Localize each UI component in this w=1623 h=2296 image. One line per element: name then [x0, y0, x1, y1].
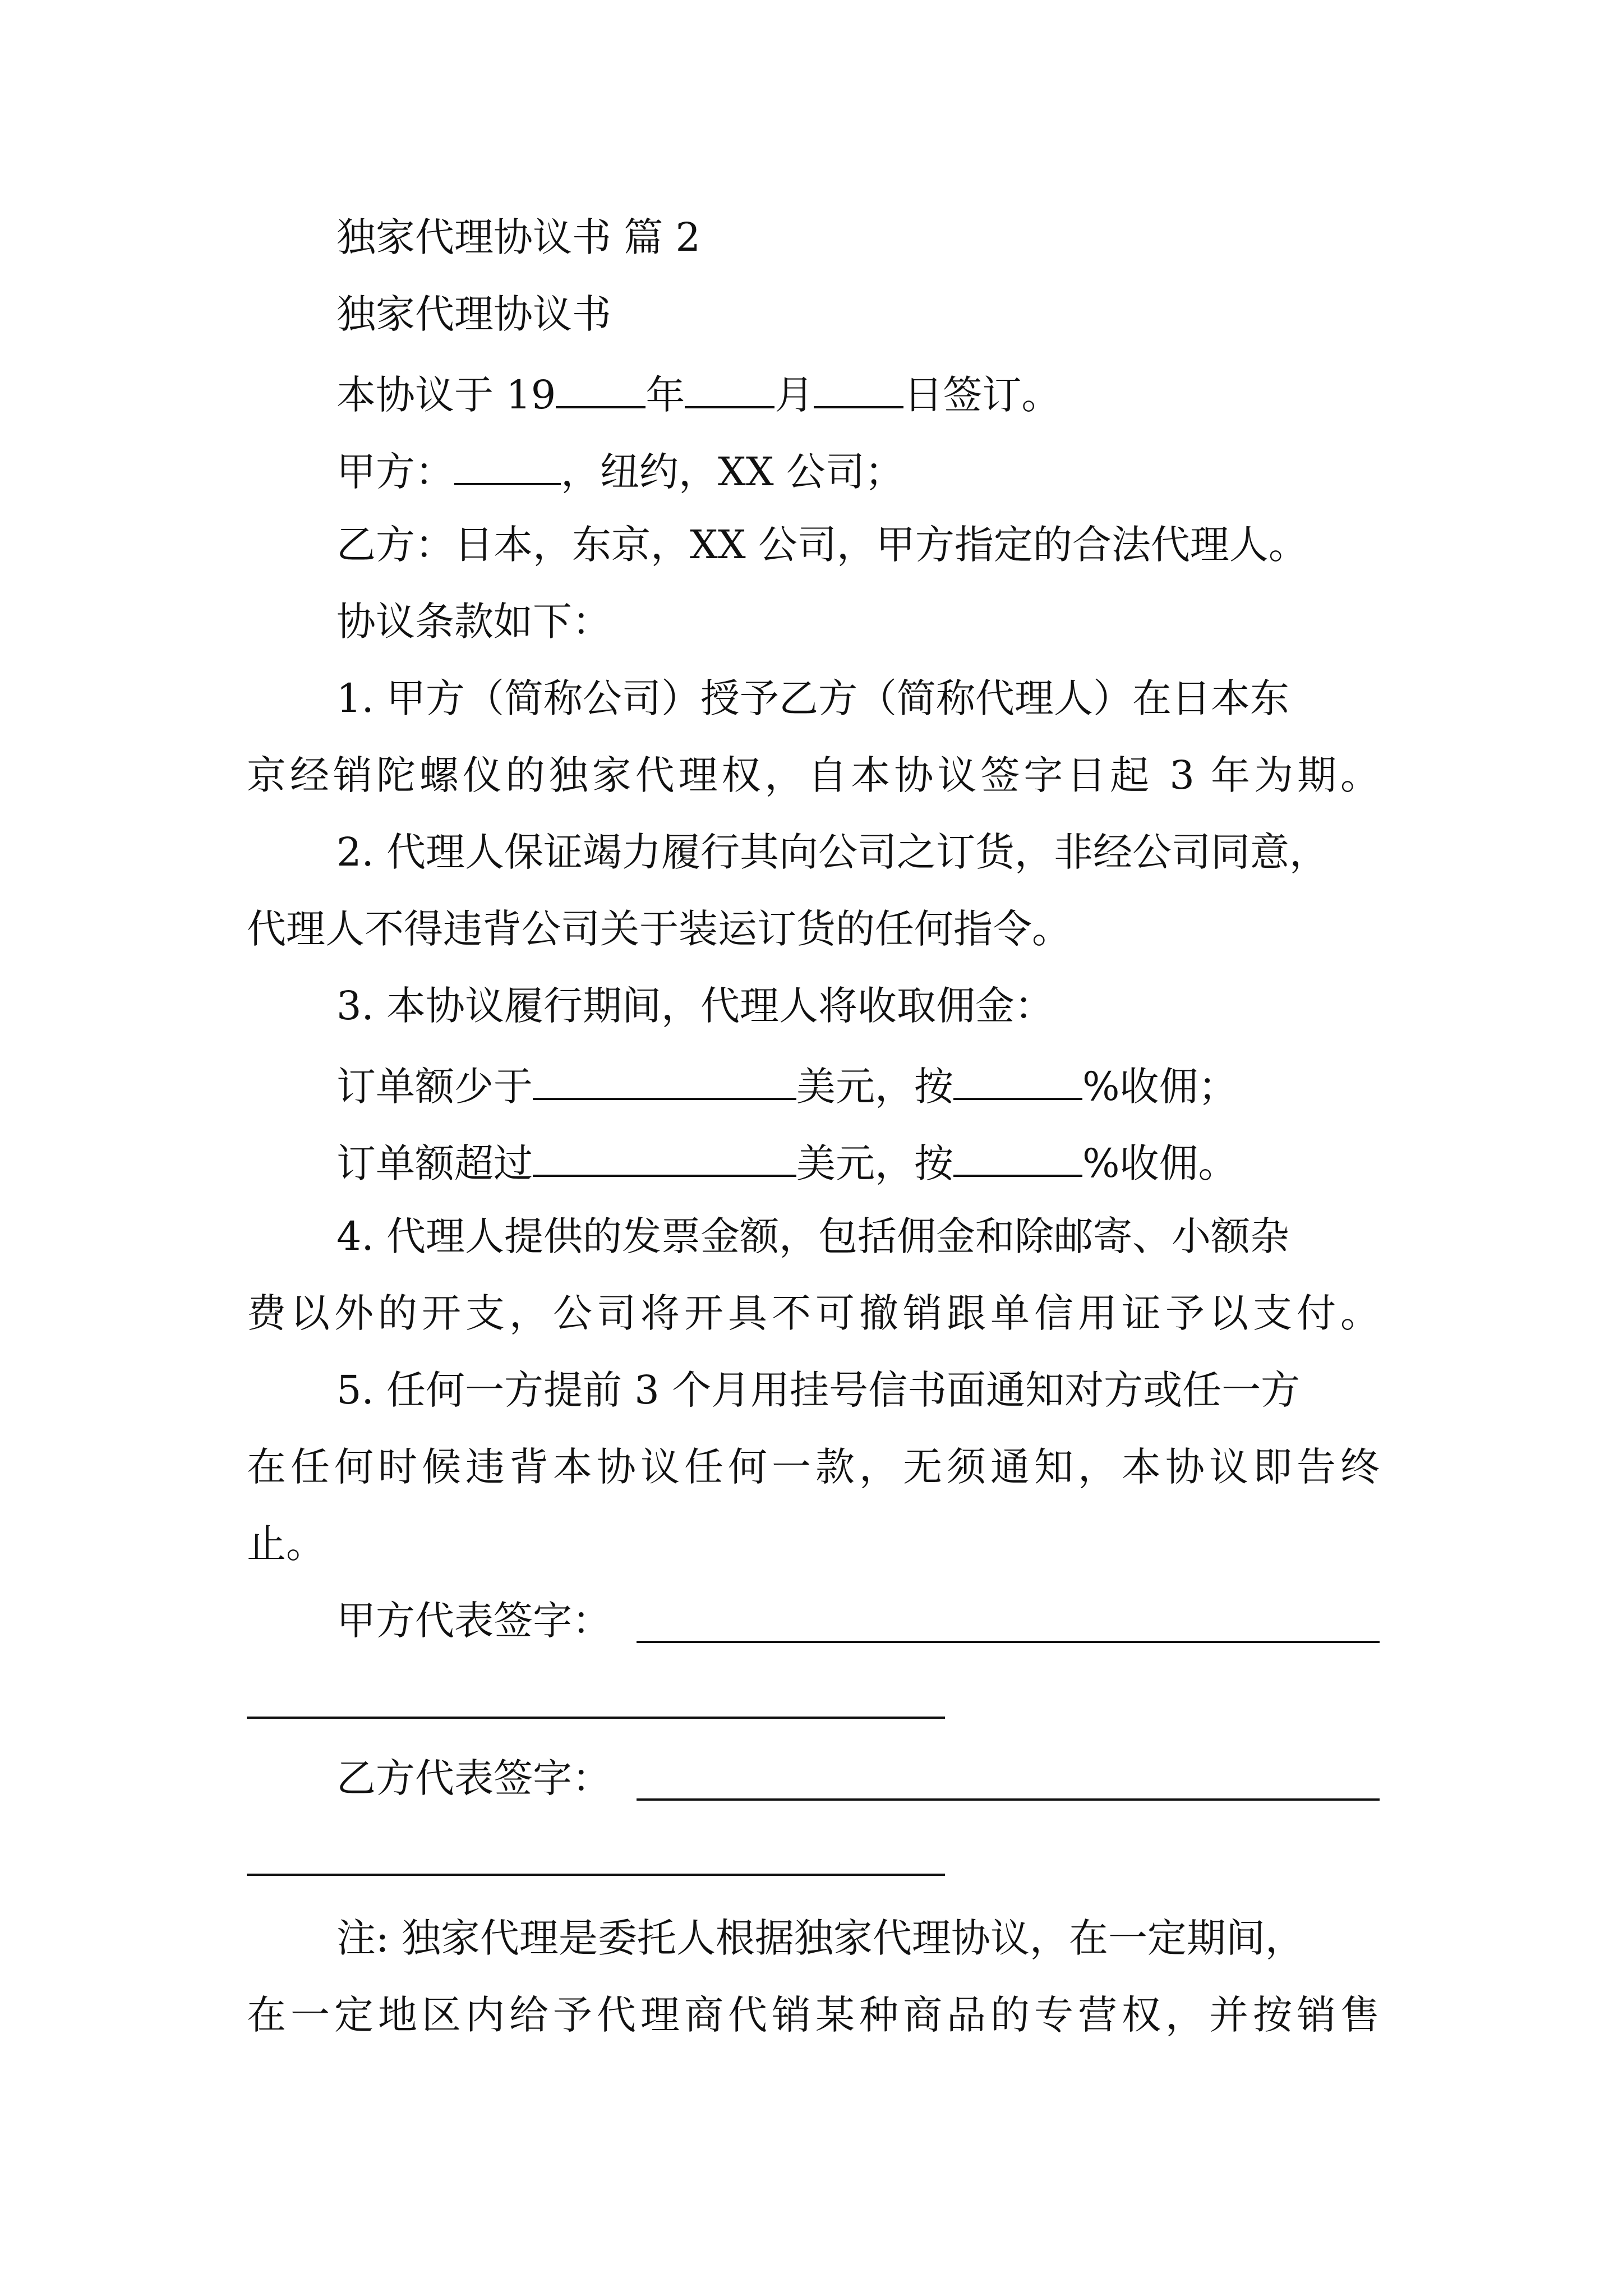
sign-b-label: 乙方代表签字： — [336, 1755, 611, 1801]
order-less-label: 订单额少于 — [336, 1064, 533, 1110]
clause-2-line-1: 2. 代理人保证竭力履行其向公司之订货，非经公司同意， — [336, 829, 1329, 875]
clause-2-line-2: 代理人不得违背公司关于装运订货的任何指令。 — [247, 906, 1071, 952]
party-a-line — [336, 448, 904, 495]
order-more-currency: 美元，按 — [796, 1140, 953, 1186]
year-blank — [556, 371, 645, 408]
note-line-2: 在一定地区内给予代理商代销某种商品的专营权，并按销售 — [247, 1992, 1380, 2038]
party-a-label: 甲方： — [336, 449, 454, 495]
clause-5-line-1: 5. 任何一方提前 3 个月用挂号信书面通知对方或任一方 — [336, 1367, 1301, 1413]
date-suffix: 日签订。 — [903, 372, 1061, 418]
sign-b-line — [637, 1798, 1380, 1801]
order-more-rate-blank — [953, 1140, 1082, 1177]
day-blank — [814, 371, 903, 408]
order-more-line — [336, 1140, 1238, 1186]
order-less-rate-blank — [953, 1063, 1082, 1100]
month-blank — [685, 371, 774, 408]
clause-5-line-3: 止。 — [247, 1521, 325, 1567]
clause-3-line-1: 3. 本协议履行期间，代理人将收取佣金： — [336, 983, 1054, 1029]
date-year-label: 年 — [645, 372, 685, 418]
order-more-amount-blank — [533, 1140, 796, 1177]
date-prefix: 本协议于 19 — [336, 372, 556, 418]
clause-1-line-1: 1. 甲方（简称公司）授予乙方（简称代理人）在日本东 — [336, 675, 1290, 721]
party-b-line: 乙方：日本，东京，XX 公司，甲方指定的合法代理人。 — [336, 522, 1308, 568]
date-month-label: 月 — [774, 372, 814, 418]
order-less-suffix: %收佣； — [1082, 1064, 1238, 1110]
doc-heading: 独家代理协议书 篇 2 — [336, 214, 701, 260]
sign-a-label: 甲方代表签字： — [336, 1598, 611, 1644]
clause-5-line-2: 在任何时候违背本协议任何一款，无须通知，本协议即告终 — [247, 1444, 1380, 1490]
clause-1-line-2: 京经销陀螺仪的独家代理权，自本协议签字日起 3 年为期。 — [247, 752, 1380, 798]
clause-4-line-2: 费以外的开支，公司将开具不可撤销跟单信用证予以支付。 — [247, 1290, 1380, 1336]
terms-intro: 协议条款如下： — [336, 599, 611, 645]
order-less-currency: 美元，按 — [796, 1064, 953, 1110]
doc-title: 独家代理协议书 — [336, 291, 611, 337]
order-more-suffix: %收佣。 — [1082, 1140, 1238, 1186]
sign-b-continuation-line — [247, 1874, 945, 1876]
clause-4-line-1: 4. 代理人提供的发票金额，包括佣金和除邮寄、小额杂 — [336, 1213, 1290, 1259]
sign-a-line — [637, 1641, 1380, 1643]
date-line — [336, 371, 1061, 418]
party-a-rest: ，纽约，XX 公司； — [561, 449, 904, 495]
sign-a-continuation-line — [247, 1717, 945, 1719]
order-more-label: 订单额超过 — [336, 1140, 533, 1186]
party-a-blank — [454, 448, 561, 485]
order-less-line — [336, 1063, 1238, 1110]
order-less-amount-blank — [533, 1063, 796, 1100]
note-line-1: 注: 独家代理是委托人根据独家代理协议，在一定期间， — [336, 1915, 1304, 1961]
